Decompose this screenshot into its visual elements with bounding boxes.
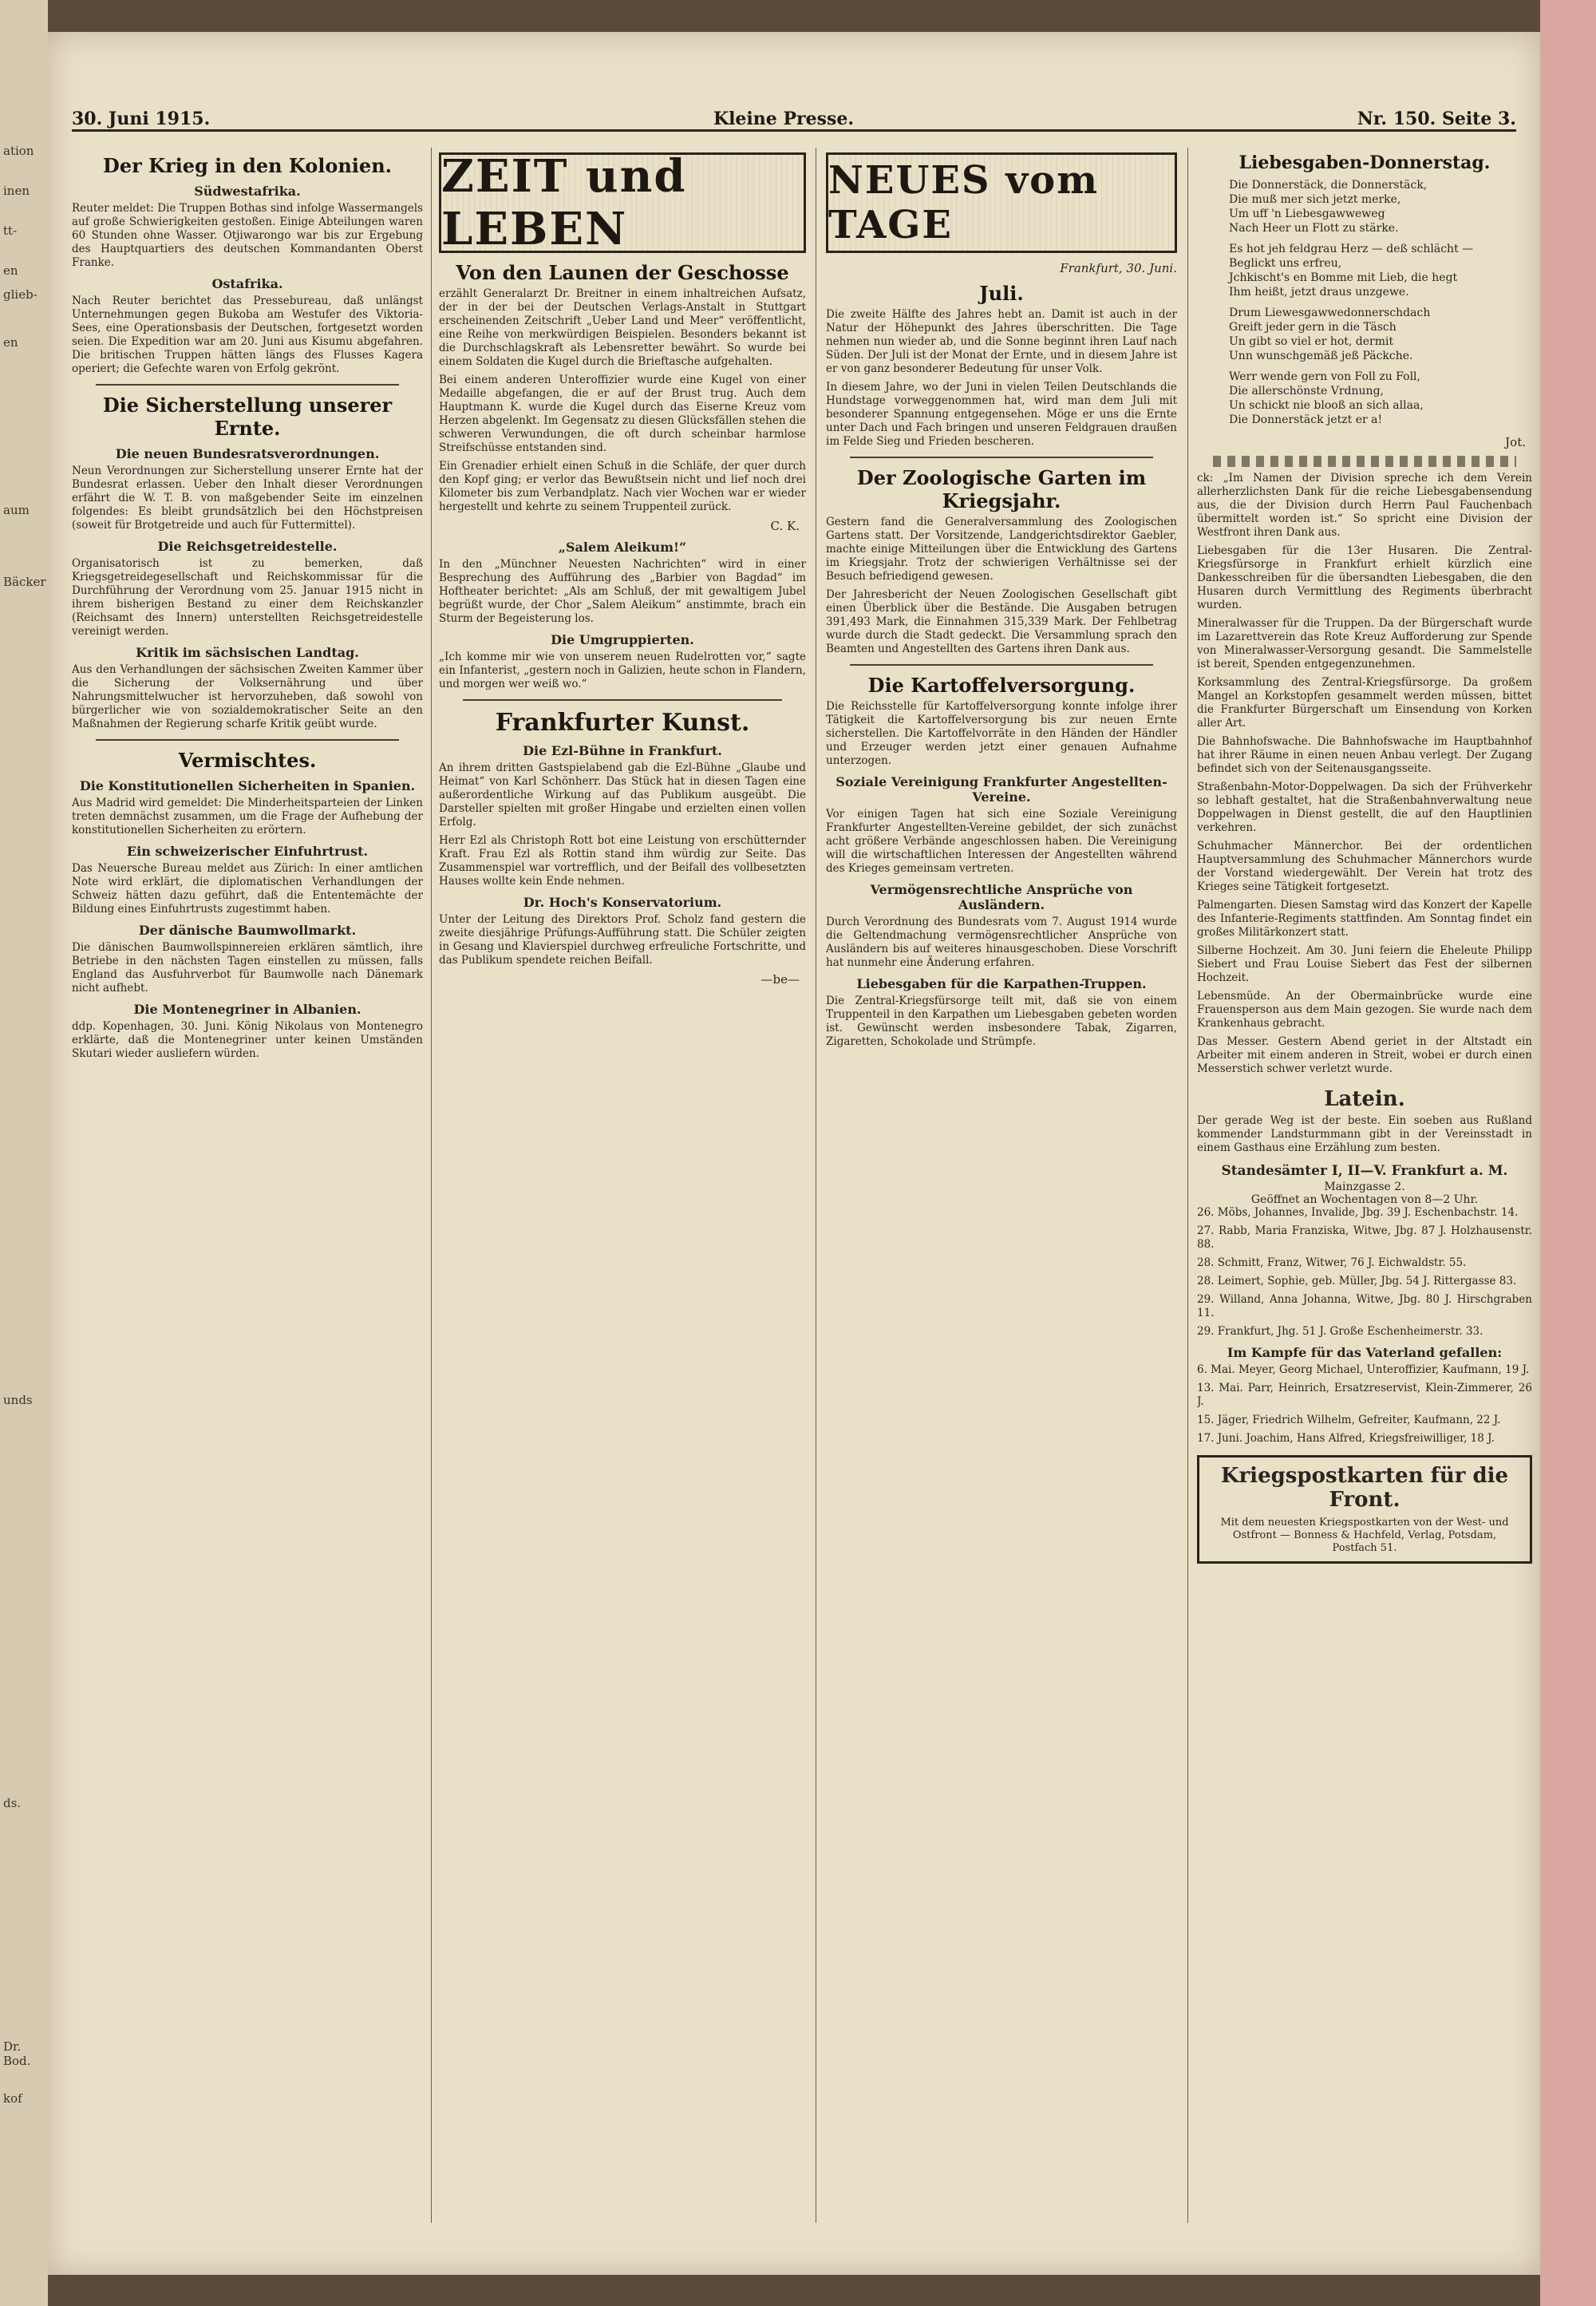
ornamental-border (1213, 456, 1516, 467)
article-text: Liebesgaben für die 13er Husaren. Die Zentral-Kriegsfürsorge in Frankfurt erhielt kürzlich eine Dankesschreiben für die übersandten Liebesgaben, die den Husaren durch Vermittlung des Regiments überbracht wurden. (1197, 544, 1532, 611)
poem-line: Un schickt nie blooß an sich allaa, (1229, 399, 1424, 412)
article-text: Die zweite Hälfte des Jahres hebt an. Damit ist auch in der Natur der Höhepunkt des Jahres überschritten. Die Tage nehmen nun wieder ab, und die Sonne beginnt ihren Lauf nach Süden. Der Juli ist der Monat der Ernte, und in diesem Jahre ist er von ganz besonderer Bedeutung für unser Volk. (826, 308, 1177, 375)
article-text: Ein Grenadier erhielt einen Schuß in die Schläfe, der quer durch den Kopf ging; er verlor das Bewußtsein nicht und lief noch drei Kilometer bis zum Verbandplatz. Nach vier Wochen war er wieder hergestellt und kehrte zu seinem Truppenteil zurück. (439, 460, 806, 513)
article-text: Aus Madrid wird gemeldet: Die Minderheitsparteien der Linken treten demnächst zusammen, um die Frage der Aufhebung der konstitutionellen Sicherheiten zu erörtern. (72, 797, 423, 837)
section-subhead: Ostafrika. (211, 276, 283, 291)
fallen-heading: Im Kampfe für das Vaterland gefallen: (1227, 1345, 1503, 1360)
article-text: Straßenbahn-Motor-Doppelwagen. Da sich der Frühverkehr so lebhaft gestaltet, hat die Straßenbahnverwaltung neue Doppelwagen in Dienst gestellt, die auf den Hauptlinien verkehren. (1197, 781, 1532, 834)
section-subhead: Die Konstitutionellen Sicherheiten in Spanien. (79, 778, 416, 793)
column-rule (1187, 148, 1188, 2223)
poem-line: Die muß mer sich jetzt merke, (1229, 193, 1401, 206)
section-subhead: Vermögensrechtliche Ansprüche von Ausländern. (870, 882, 1133, 912)
section-subhead: Kritik im sächsischen Landtag. (136, 645, 359, 660)
article-text: Palmengarten. Diesen Samstag wird das Konzert der Kapelle des Infanterie-Regiments stattfinden. Am Sonntag findet ein großes Militärkonzert statt. (1197, 899, 1532, 939)
adjacent-page-strip (0, 0, 48, 2306)
article-headline: Frankfurter Kunst. (495, 709, 750, 737)
registry-record: 26. Möbs, Johannes, Invalide, Jbg. 39 J. Eschenbachstr. 14. (1197, 1206, 1519, 1219)
section-banner-zeit-und-leben: ZEIT und LEBEN (439, 152, 806, 253)
article-text: In den „Münchner Neuesten Nachrichten“ wird in einer Besprechung des Aufführung des „Barbier von Bagdad“ im Hoftheater berichtet: „Als am Schluß, der mit gewaltigem Jubel begrüßt wurde, der Chor „Salem Aleikum“ anstimmte, brach ein Sturm der Begeisterung los. (439, 558, 806, 625)
article-headline: Von den Launen der Geschosse (456, 261, 789, 284)
poem-signature: Jot. (1505, 435, 1526, 449)
registry-record: 29. Willand, Anna Johanna, Witwe, Jbg. 80 J. Hirschgraben 11. (1197, 1293, 1532, 1319)
article-text: Der Jahresbericht der Neuen Zoologischen Gesellschaft gibt einen Überblick über die Bestände. Die Ausgaben betrugen 391,493 Mark, die Einnahmen 315,339 Mark. Der Fehlbetrag wurde durch die Stadt gedeckt. Die Versammlung sprach den Beamten und Angestellten des Gartens ihren Dank aus. (826, 588, 1177, 655)
article-text: Silberne Hochzeit. Am 30. Juni feiern die Eheleute Philipp Siebert und Frau Louise Siebert das Fest der silbernen Hochzeit. (1197, 944, 1532, 984)
poem-line: Nach Heer un Flott zu stärke. (1229, 222, 1399, 235)
header-issue: Nr. 150. Seite 3. (1357, 109, 1516, 129)
article-text: An ihrem dritten Gastspielabend gab die Ezl-Bühne „Glaube und Heimat“ von Karl Schönherr. Das Stück hat in diesen Tagen eine außerordentliche Wirkung auf das Publikum ausgeübt. Die Darsteller spielten mit großer Hingabe und erzielten einen vollen Erfolg. (439, 761, 806, 829)
poem-title: Liebesgaben-Donnerstag. (1238, 152, 1491, 173)
registry-record: 28. Leimert, Sophie, geb. Müller, Jbg. 54 J. Rittergasse 83. (1197, 1275, 1517, 1287)
article-text: Gestern fand die Generalversammlung des Zoologischen Gartens statt. Der Vorsitzende, Landgerichtsdirektor Gaebler, machte einige Mitteilungen über die Entwicklung des Gartens im Kriegsjahr. Trotz der schwierigen Verhältnisse sei der Besuch befriedigend gewesen. (826, 516, 1177, 583)
article-text: „Ich komme mir wie von unserem neuen Rudelrotten vor,“ sagte ein Infanterist, „gestern noch in Galizien, heute schon in Flandern, und morgen wer weiß wo.“ (439, 651, 806, 690)
article-text: Aus den Verhandlungen der sächsischen Zweiten Kammer über die Sicherung der Volksernährung und über Nahrungsmittelwucher ist hervorzuheben, daß sowohl von bürgerlicher wie von sozialdemokratischer Seite an den Maßnahmen der Regierung scharfe Kritik geübt wurde. (72, 663, 423, 730)
poem-line: Werr wende gern von Foll zu Foll, (1229, 370, 1420, 383)
article-text: Herr Ezl als Christoph Rott bot eine Leistung von erschütternder Kraft. Frau Ezl als Rottin stand ihm würdig zur Seite. Das Zusammenspiel war vortrefflich, und der Beifall des vollbesetzten Hauses wollte kein Ende nehmen. (439, 834, 806, 888)
poem-line: Es hot jeh feldgrau Herz — deß schlächt — (1229, 243, 1474, 255)
section-subhead: „Salem Aleikum!“ (558, 540, 687, 555)
section-subhead: Der dänische Baumwollmarkt. (138, 923, 357, 938)
poem (1197, 178, 1532, 427)
ad-title: Kriegspostkarten für die Front. (1220, 1464, 1509, 1512)
article-text: Das Messer. Gestern Abend geriet in der Altstadt ein Arbeiter mit einem anderen in Streit, wobei er durch einen Messerstich schwer verletzt wurde. (1197, 1035, 1532, 1075)
article-text: Das Neuersche Bureau meldet aus Zürich: In einer amtlichen Note wird erklärt, die diplomatischen Verhandlungen der Schweiz hätten dazu geführt, daß die Ententemächte der Bildung eines Einfuhrtrusts zugestimmt haben. (72, 862, 423, 916)
article-text: Vor einigen Tagen hat sich eine Soziale Vereinigung Frankfurter Angestellten-Vereine gebildet, der sich zunächst acht größere Verbände angeschlossen haben. Die Vereinigung will die wirtschaftlichen Interessen der Angestellten während des Krieges gemeinsam vertreten. (826, 808, 1177, 875)
article-text: Reuter meldet: Die Truppen Bothas sind infolge Wassermangels auf große Schwierigkeiten gestoßen. Einige Abteilungen waren 60 Stunden ohne Wasser. Otjiwarongo war bis zur Ergebung des Hauptquartiers des deutschen Kommandanten Oberst Franke. (72, 202, 423, 269)
poem-line: Die allerschönste Vrdnung, (1229, 385, 1384, 398)
article-text: Die Bahnhofswache. Die Bahnhofswache im Hauptbahnhof hat ihrer Räume in einen neuen Anbau verlegt. Der Zugang befindet sich von der Seitenausgangsseite. (1197, 735, 1532, 775)
advertisement-box (1197, 1455, 1532, 1564)
poem-line: Ihm heißt, jetzt draus unzgewe. (1229, 286, 1409, 299)
fallen-record: 17. Juni. Joachim, Hans Alfred, Kriegsfreiwilliger, 18 J. (1197, 1432, 1495, 1445)
section-subhead: Ein schweizerischer Einfuhrtrust. (126, 844, 369, 859)
strip-fragment: ation (3, 144, 34, 158)
divider (850, 664, 1153, 666)
article-headline: Juli. (979, 282, 1024, 305)
poem-line (1229, 235, 1532, 242)
poem-line: Drum Liewesgawwedonnerschdach (1229, 307, 1431, 319)
fallen-record: 13. Mai. Parr, Heinrich, Ersatzreservist, Klein-Zimmerer, 26 J. (1197, 1382, 1532, 1408)
poem-line (1229, 363, 1532, 370)
header-date: 30. Juni 1915. (72, 109, 211, 129)
header-paper-name: Kleine Presse. (713, 109, 854, 129)
article-headline: Die Sicherstellung unserer Ernte. (102, 394, 393, 440)
poem-line: Greift jeder gern in die Täsch (1229, 321, 1396, 334)
article-text: Lebensmüde. An der Obermainbrücke wurde eine Frauensperson aus dem Main gezogen. Sie wurde nach dem Krankenhaus gebracht. (1197, 990, 1532, 1030)
author-signature: C. K. (770, 519, 800, 533)
poem-line: Unn wunschgemäß jeß Päckche. (1229, 350, 1413, 362)
column-4 (1197, 148, 1532, 2239)
strip-fragment: glieb- (3, 287, 38, 302)
poem-line: Beglickt uns erfreu, (1229, 257, 1342, 270)
registry-record: 29. Frankfurt, Jhg. 51 J. Große Eschenheimerstr. 33. (1197, 1325, 1483, 1338)
registry-hours: Geöffnet an Wochentagen von 8—2 Uhr. (1250, 1193, 1479, 1206)
author-signature: —be— (760, 972, 800, 987)
article-text: Schuhmacher Männerchor. Bei der ordentlichen Hauptversammlung des Schuhmacher Männerchors wurde der Vorstand wiedergewählt. Der Verein hat trotz des Krieges seine Tätigkeit fortgesetzt. (1197, 840, 1532, 893)
registry-record: 28. Schmitt, Franz, Witwer, 76 J. Eichwaldstr. 55. (1197, 1256, 1467, 1269)
ad-text: Mit dem neuesten Kriegspostkarten von der West- und Ostfront — Bonness & Hachfeld, Verlag, Potsdam, Postfach 51. (1220, 1517, 1509, 1554)
article-text: Nach Reuter berichtet das Pressebureau, daß unlängst Unternehmungen gegen Bukoba am Westufer des Viktoria-Sees, eine Operationsbasis der Deutschen, fortgesetzt worden seien. Die Expedition war am 20. Juni aus Kisumu abgefahren. Die britischen Truppen hätten längs des Flusses Kagera operiert; die Gefechte waren von Erfolg gekrönt. (72, 295, 423, 375)
article-text: Durch Verordnung des Bundesrats vom 7. August 1914 wurde die Geltendmachung vermögensrechtlicher Ansprüche von Ausländern bis auf weiteres hinausgeschoben. Diese Vorschrift hat nunmehr eine Änderung erfahren. (826, 916, 1177, 969)
article-text: ck: „Im Namen der Division spreche ich dem Verein allerherzlichsten Dank für die reiche Liebesgabensendung aus, die der Division durch Herrn Paul Fauchenbach übermittelt worden ist.“ So spricht eine Division der Westfront ihren Dank aus. (1197, 472, 1532, 539)
article-headline: Latein. (1324, 1087, 1405, 1111)
article-text: Die Reichsstelle für Kartoffelversorgung konnte infolge ihrer Tätigkeit die Kartoffelversorgung bis zur neuen Ernte sicherstellen. Die Kartoffelvorräte in den Händen der Händler und Erzeuger werden jetzt einer genauen Aufnahme unterzogen. (826, 700, 1177, 767)
article-text: Neun Verordnungen zur Sicherstellung unserer Ernte hat der Bundesrat erlassen. Ueber den Inhalt dieser Verordnungen erfährt die W. T. B. von maßgebender Seite im einzelnen folgendes: Es bleibt grundsätzlich bei den Höchstpreisen (soweit für Brotgetreide und auch für Futtermittel). (72, 465, 423, 532)
poem-line: Die Donnerstäck, die Donnerstäck, (1229, 179, 1428, 192)
article-headline: Der Krieg in den Kolonien. (103, 154, 392, 177)
section-subhead: Die neuen Bundesratsverordnungen. (115, 446, 380, 461)
article-text: Organisatorisch ist zu bemerken, daß Kriegsgetreidegesellschaft und Reichskommissar für die Durchführung der Verordnung vom 25. Januar 1915 nicht in ihrem bisherigen Bestand zu einer dem Reichskanzler (Reichsamt des Innern) unterstellten Reichsgetreidestelle vereinigt werden. (72, 557, 423, 638)
registry-record: 27. Rabb, Maria Franziska, Witwe, Jbg. 87 J. Holzhausenstr. 88. (1197, 1224, 1532, 1251)
section-subhead: Liebesgaben für die Karpathen-Truppen. (856, 976, 1147, 991)
article-text: Der gerade Weg ist der beste. Ein soeben aus Rußland kommender Landsturmmann gibt in der Vereinsstadt in einem Gasthaus eine Erzählung zum besten. (1197, 1114, 1532, 1154)
column-1 (72, 148, 423, 2239)
article-text: Korksammlung des Zentral-Kriegsfürsorge. Da großem Mangel an Korkstopfen gesammelt werden müssen, bittet die Frankfurter Bürgerschaft um Einsendung von Korken aller Art. (1197, 676, 1532, 730)
adjacent-page-edge (1540, 0, 1596, 2306)
strip-fragment: Dr. Bod. (3, 2039, 31, 2068)
article-text: ddp. Kopenhagen, 30. Juni. König Nikolaus von Montenegro erklärte, daß die Montenegriner unter keinen Umständen Skutari wieder ausliefern würden. (72, 1020, 423, 1060)
dateline: Frankfurt, 30. Juni. (1060, 261, 1177, 275)
strip-fragment: inen (3, 184, 30, 198)
poem-line: Un gibt so viel er hot, dermit (1229, 335, 1394, 348)
column-rule (431, 148, 432, 2223)
article-text: In diesem Jahre, wo der Juni in vielen Teilen Deutschlands die Hundstage vorweggenommen hat, wird man dem Juli mit besonderer Spannung entgegensehen. Möge er uns die Ernte unter Dach und Fach bringen und unseren Feldgrauen draußen im Felde Sieg und Frieden bescheren. (826, 381, 1177, 448)
article-text: Die dänischen Baumwollspinnereien erklären sämtlich, ihre Betriebe in den nächsten Tagen einstellen zu müssen, falls England das Ausfuhrverbot für Baumwolle nach Dänemark nicht aufhebt. (72, 941, 423, 995)
strip-fragment: en (3, 263, 18, 278)
column-3 (826, 148, 1177, 2239)
poem-line (1229, 299, 1532, 306)
poem-line: Jchkischt's en Bomme mit Lieb, die hegt (1229, 271, 1458, 284)
divider (463, 699, 782, 701)
section-subhead: Die Montenegriner in Albanien. (133, 1002, 361, 1017)
poem-line: Die Donnerstäck jetzt er a! (1229, 413, 1383, 426)
strip-fragment: ds. (3, 1796, 22, 1810)
section-subhead: Die Reichsgetreidestelle. (157, 539, 338, 554)
poem-line: Um uff 'n Liebesgawweweg (1229, 208, 1385, 220)
section-banner-neues-vom-tage: NEUES vom TAGE (826, 152, 1177, 253)
newspaper-page (48, 32, 1540, 2275)
strip-fragment: en (3, 335, 18, 350)
article-text: Die Zentral-Kriegsfürsorge teilt mit, daß sie von einem Truppenteil in den Karpathen um Liebesgaben gebeten worden ist. Gewünscht werden insbesondere Tabak, Zigarren, Zigaretten, Schokolade und Strümpfe. (826, 995, 1177, 1048)
article-headline: Die Kartoffelversorgung. (867, 674, 1136, 697)
fallen-record: 6. Mai. Meyer, Georg Michael, Unteroffizier, Kaufmann, 19 J. (1197, 1363, 1530, 1376)
article-text: Bei einem anderen Unteroffizier wurde eine Kugel von einer Medaille abgefangen, die er auf der Brust trug. Auch dem Hauptmann K. wurde die Kugel durch das Eiserne Kreuz vom Herzen abgelenkt. Im Gegensatz zu diesen Glücksfällen stehen die schweren Verwundungen, die oft durch scheinbar harmlose Streifschüsse entstanden sind. (439, 374, 806, 454)
registry-office-heading: Standesämter I, II—V. Frankfurt a. M. (1221, 1163, 1508, 1179)
strip-fragment: kof (3, 2091, 22, 2106)
section-subhead: Südwestafrika. (194, 184, 301, 199)
section-subhead: Die Umgruppierten. (551, 632, 694, 647)
section-subhead: Dr. Hoch's Konservatorium. (523, 895, 722, 910)
section-subhead: Soziale Vereinigung Frankfurter Angestellten-Vereine. (836, 774, 1167, 805)
strip-fragment: tt- (3, 223, 18, 238)
article-headline: Der Zoologische Garten im Kriegsjahr. (856, 466, 1147, 512)
strip-fragment: aum (3, 503, 30, 517)
strip-fragment: Bäcker (3, 575, 46, 589)
divider (850, 457, 1153, 458)
divider (96, 739, 399, 741)
section-subhead: Die Ezl-Bühne in Frankfurt. (523, 743, 722, 758)
article-text: Mineralwasser für die Truppen. Da der Bürgerschaft wurde im Lazarettverein das Rote Kreuz Aufforderung zur Spende von Mineralwasser-Versorgung gesandt. Die Sammelstelle ist bereit, Spenden entgegenzunehmen. (1197, 617, 1532, 670)
fallen-record: 15. Jäger, Friedrich Wilhelm, Gefreiter, Kaufmann, 22 J. (1197, 1414, 1501, 1426)
divider (96, 384, 399, 386)
strip-fragment: unds (3, 1393, 33, 1407)
article-text: Unter der Leitung des Direktors Prof. Scholz fand gestern die zweite diesjährige Prüfungs-Aufführung statt. Die Schüler zeigten in Gesang und Klavierspiel durchweg erfreuliche Fortschritte, und das Publikum spendete reichen Beifall. (439, 913, 806, 967)
article-headline: Vermischtes. (178, 749, 317, 772)
page-header (72, 102, 1516, 132)
registry-address: Mainzgasse 2. (1324, 1181, 1405, 1193)
column-2 (439, 148, 806, 2239)
article-text: erzählt Generalarzt Dr. Breitner in einem inhaltreichen Aufsatz, der in der bei der Deutschen Verlags-Anstalt in Stuttgart erscheinenden Zeitschrift „Ueber Land und Meer“ veröffentlicht, eine Reihe von merkwürdigen Beispielen. Besonders bekannt ist die Durchschlagskraft als Lebensretter bewährt. So wurde bei einem Soldaten die Kugel durch die Brieftasche aufgehalten. (439, 287, 806, 368)
